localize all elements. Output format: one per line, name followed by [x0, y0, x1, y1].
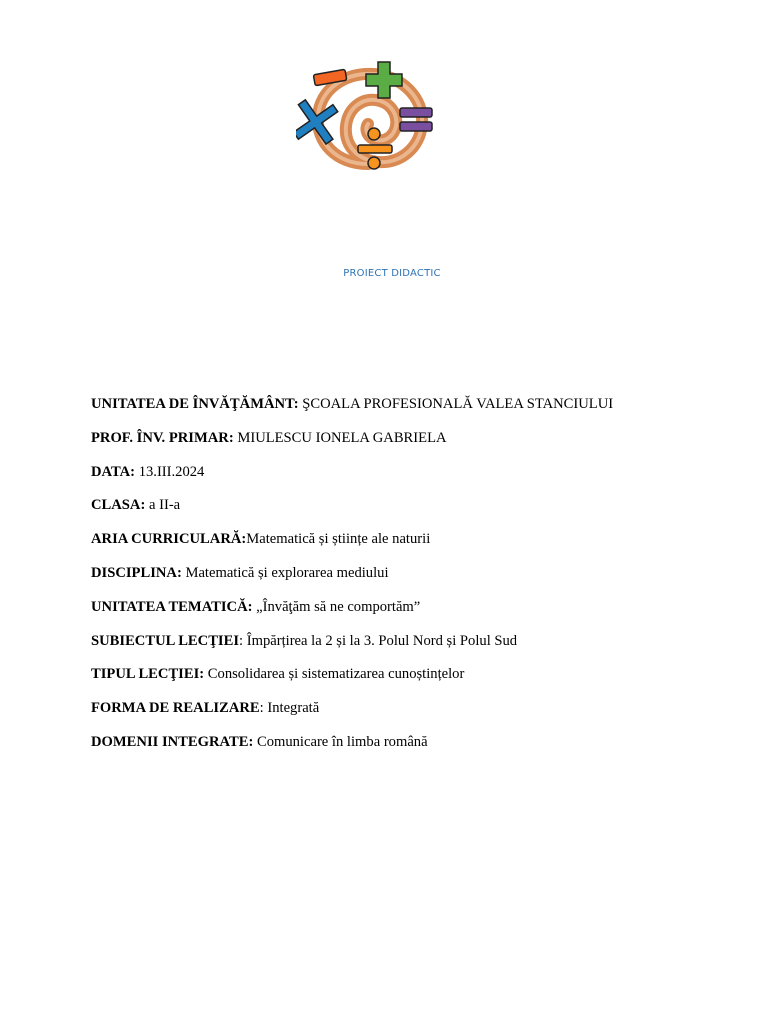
field-school — [91, 396, 731, 413]
field-value: Matematică și științe ale naturii — [246, 531, 431, 548]
field-thematic-unit — [91, 599, 731, 616]
field-discipline — [91, 565, 731, 582]
field-label: SUBIECTUL LECŢIEI — [91, 632, 240, 649]
field-value: a II-a — [145, 497, 181, 514]
field-label: DISCIPLINA: — [91, 564, 182, 581]
lesson-info-fields — [91, 396, 731, 768]
field-lesson-subject — [91, 633, 731, 650]
field-value: MIULESCU IONELA GABRIELA — [233, 429, 447, 446]
field-value: 13.III.2024 — [135, 463, 205, 480]
field-label: DATA: — [91, 463, 136, 480]
field-class — [91, 497, 731, 514]
field-label: FORMA DE REALIZARE — [91, 700, 260, 717]
field-value: Matematică și explorarea mediului — [181, 564, 389, 581]
field-value: ŞCOALA PROFESIONALĂ VALEA STANCIULUI — [298, 396, 614, 412]
field-label: ARIA CURRICULARĂ: — [91, 531, 247, 548]
field-value: Comunicare în limba română — [253, 733, 428, 750]
field-integrated-domains — [91, 734, 731, 751]
document-title: PROIECT DIDACTIC — [343, 268, 441, 279]
field-value: Consolidarea și sistematizarea cunoștințelor — [204, 666, 465, 683]
field-value: „Învăţăm să ne comportăm” — [252, 598, 421, 615]
field-label: PROF. ÎNV. PRIMAR: — [91, 429, 234, 446]
math-operations-spiral-logo — [296, 60, 442, 174]
field-realization-form — [91, 700, 731, 717]
field-label: CLASA: — [91, 497, 146, 514]
field-label: UNITATEA TEMATICĂ: — [91, 598, 253, 615]
field-label: TIPUL LECŢIEI: — [91, 666, 205, 683]
field-date — [91, 464, 731, 481]
field-curricular-area — [91, 531, 731, 548]
field-value: : Împărțirea la 2 și la 3. Polul Nord și Polul Sud — [239, 632, 518, 649]
field-lesson-type — [91, 666, 731, 683]
field-label: DOMENII INTEGRATE: — [91, 733, 254, 750]
field-label: UNITATEA DE ÎNVĂŢĂMÂNT: — [91, 396, 299, 412]
field-value: : Integrată — [259, 700, 320, 717]
field-teacher — [91, 430, 731, 447]
